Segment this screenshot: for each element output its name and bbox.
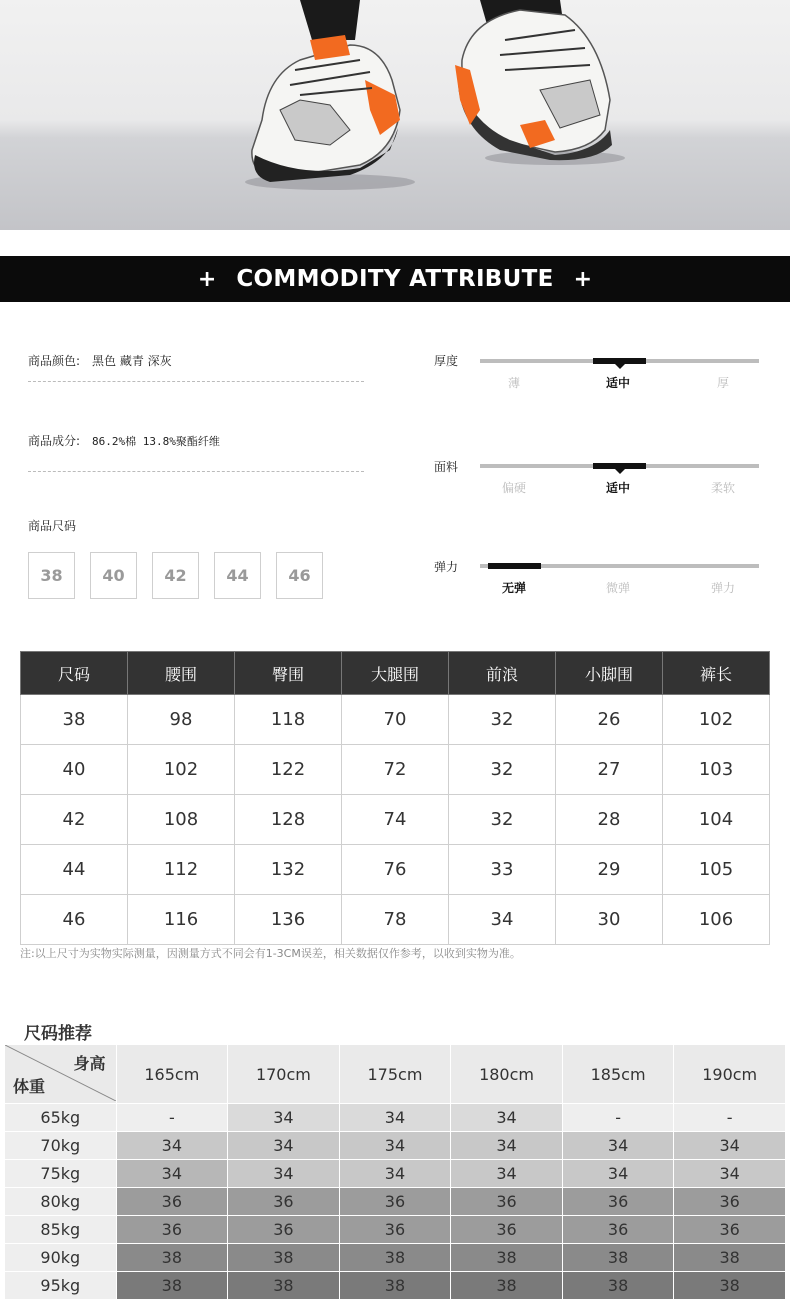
table-cell: 105 <box>663 845 770 895</box>
table-row <box>5 1188 786 1216</box>
table-cell: 42 <box>21 795 128 845</box>
thickness-option: 薄 <box>507 376 520 390</box>
table-cell: 108 <box>128 795 235 845</box>
thickness-label: 厚度 <box>434 354 459 368</box>
table-cell: 44 <box>21 845 128 895</box>
plus-icon: + <box>573 266 593 292</box>
banner-title: COMMODITY ATTRIBUTE <box>236 266 554 292</box>
height-header: 185cm <box>562 1045 674 1104</box>
fabric-option-selected: 适中 <box>605 481 630 495</box>
recommendation-cell: 36 <box>228 1216 340 1244</box>
recommendation-cell: 36 <box>228 1188 340 1216</box>
commodity-attribute-banner <box>0 256 790 302</box>
table-row <box>21 845 770 895</box>
divider <box>28 471 364 472</box>
table-cell: 122 <box>235 745 342 795</box>
recommendation-cell: 38 <box>451 1244 563 1272</box>
column-header: 裤长 <box>663 652 770 695</box>
recommendation-cell: 34 <box>674 1160 786 1188</box>
table-header-row <box>5 1045 786 1104</box>
corner-header <box>5 1045 117 1104</box>
recommendation-cell: 36 <box>562 1188 674 1216</box>
table-cell: 112 <box>128 845 235 895</box>
table-row <box>5 1104 786 1132</box>
table-cell: 78 <box>342 895 449 945</box>
recommendation-title: 尺码推荐 <box>24 1024 92 1044</box>
height-header: 170cm <box>228 1045 340 1104</box>
thickness-option-selected: 适中 <box>605 376 630 390</box>
slider-indicator <box>488 563 541 569</box>
recommendation-cell: 36 <box>674 1216 786 1244</box>
table-cell: 102 <box>128 745 235 795</box>
recommendation-cell: 34 <box>451 1132 563 1160</box>
plus-icon: + <box>197 266 217 292</box>
fabric-option: 偏硬 <box>501 481 526 495</box>
slider-pointer-icon <box>615 469 625 474</box>
elasticity-option: 弹力 <box>710 581 735 595</box>
weight-cell: 85kg <box>5 1216 117 1244</box>
size-option[interactable]: 44 <box>214 552 261 599</box>
table-cell: 32 <box>449 795 556 845</box>
recommendation-cell: 36 <box>339 1188 451 1216</box>
table-cell: 132 <box>235 845 342 895</box>
table-cell: 34 <box>449 895 556 945</box>
thickness-option: 厚 <box>716 376 729 390</box>
slider-pointer-icon <box>615 364 625 369</box>
table-cell: 30 <box>556 895 663 945</box>
table-row <box>5 1216 786 1244</box>
recommendation-cell: 38 <box>451 1272 563 1300</box>
recommendation-cell: 34 <box>339 1160 451 1188</box>
size-option[interactable]: 46 <box>276 552 323 599</box>
table-cell: 118 <box>235 695 342 745</box>
weight-cell: 95kg <box>5 1272 117 1300</box>
recommendation-cell: 34 <box>228 1132 340 1160</box>
recommendation-cell: 38 <box>116 1272 228 1300</box>
recommendation-cell: 36 <box>451 1188 563 1216</box>
table-cell: 27 <box>556 745 663 795</box>
table-cell: 116 <box>128 895 235 945</box>
recommendation-cell: 36 <box>116 1216 228 1244</box>
fabric-option: 柔软 <box>710 481 735 495</box>
recommendation-cell: - <box>116 1104 228 1132</box>
table-cell: 28 <box>556 795 663 845</box>
recommendation-cell: 34 <box>562 1160 674 1188</box>
table-header-row <box>21 652 770 695</box>
table-cell: 136 <box>235 895 342 945</box>
height-header: 165cm <box>116 1045 228 1104</box>
weight-cell: 90kg <box>5 1244 117 1272</box>
size-option[interactable]: 42 <box>152 552 199 599</box>
recommendation-cell: 34 <box>339 1132 451 1160</box>
composition-value: 86.2%棉 13.8%聚酯纤维 <box>92 435 220 448</box>
height-header: 180cm <box>451 1045 563 1104</box>
recommendation-cell: 38 <box>116 1244 228 1272</box>
size-option[interactable]: 38 <box>28 552 75 599</box>
table-row <box>5 1244 786 1272</box>
recommendation-cell: 38 <box>339 1272 451 1300</box>
divider <box>28 381 364 382</box>
table-cell: 104 <box>663 795 770 845</box>
sneakers-image <box>0 0 790 230</box>
column-header: 尺码 <box>21 652 128 695</box>
table-cell: 72 <box>342 745 449 795</box>
column-header: 大腿围 <box>342 652 449 695</box>
composition-attribute <box>28 432 220 449</box>
table-cell: 32 <box>449 745 556 795</box>
height-header: 190cm <box>674 1045 786 1104</box>
size-chart-table <box>20 651 770 945</box>
recommendation-cell: 34 <box>674 1132 786 1160</box>
recommendation-cell: 36 <box>451 1216 563 1244</box>
table-cell: 40 <box>21 745 128 795</box>
height-label: 身高 <box>73 1054 106 1073</box>
color-value: 黑色 藏青 深灰 <box>92 354 172 368</box>
weight-cell: 80kg <box>5 1188 117 1216</box>
recommendation-cell: - <box>562 1104 674 1132</box>
table-cell: 32 <box>449 695 556 745</box>
recommendation-cell: - <box>674 1104 786 1132</box>
recommendation-cell: 36 <box>674 1188 786 1216</box>
table-cell: 29 <box>556 845 663 895</box>
size-label: 商品尺码 <box>28 519 77 533</box>
recommendation-cell: 36 <box>116 1188 228 1216</box>
table-cell: 33 <box>449 845 556 895</box>
table-cell: 74 <box>342 795 449 845</box>
table-row <box>21 795 770 845</box>
table-cell: 46 <box>21 895 128 945</box>
elasticity-label: 弹力 <box>434 560 459 574</box>
thickness-slider <box>480 359 759 363</box>
recommendation-cell: 36 <box>339 1216 451 1244</box>
recommendation-cell: 38 <box>674 1272 786 1300</box>
color-attribute <box>28 352 172 369</box>
column-header: 臀围 <box>235 652 342 695</box>
size-option[interactable]: 40 <box>90 552 137 599</box>
table-cell: 70 <box>342 695 449 745</box>
weight-cell: 70kg <box>5 1132 117 1160</box>
color-label: 商品颜色: <box>28 354 81 368</box>
size-recommendation-table <box>4 1044 786 1300</box>
recommendation-cell: 38 <box>339 1244 451 1272</box>
recommendation-cell: 38 <box>562 1244 674 1272</box>
table-cell: 103 <box>663 745 770 795</box>
fabric-label: 面料 <box>434 460 459 474</box>
recommendation-cell: 34 <box>116 1132 228 1160</box>
table-row <box>5 1272 786 1300</box>
table-cell: 98 <box>128 695 235 745</box>
recommendation-cell: 34 <box>451 1104 563 1132</box>
recommendation-cell: 34 <box>228 1160 340 1188</box>
recommendation-cell: 34 <box>228 1104 340 1132</box>
recommendation-cell: 36 <box>562 1216 674 1244</box>
composition-label: 商品成分: <box>28 434 81 448</box>
table-row <box>21 745 770 795</box>
elasticity-slider <box>480 564 759 568</box>
table-cell: 106 <box>663 895 770 945</box>
table-cell: 76 <box>342 845 449 895</box>
recommendation-cell: 34 <box>339 1104 451 1132</box>
height-header: 175cm <box>339 1045 451 1104</box>
recommendation-cell: 34 <box>451 1160 563 1188</box>
measurement-note: 注:以上尺寸为实物实际测量，因测量方式不同会有1-3CM误差，相关数据仅作参考，以收到实物为准。 <box>20 947 521 960</box>
table-row <box>5 1132 786 1160</box>
table-row <box>5 1160 786 1188</box>
weight-label: 体重 <box>13 1077 46 1096</box>
recommendation-cell: 38 <box>674 1244 786 1272</box>
table-cell: 102 <box>663 695 770 745</box>
weight-cell: 65kg <box>5 1104 117 1132</box>
elasticity-option-selected: 无弹 <box>501 581 526 595</box>
table-cell: 38 <box>21 695 128 745</box>
recommendation-cell: 38 <box>228 1244 340 1272</box>
weight-cell: 75kg <box>5 1160 117 1188</box>
column-header: 小脚围 <box>556 652 663 695</box>
table-row <box>21 895 770 945</box>
fabric-slider <box>480 464 759 468</box>
recommendation-cell: 34 <box>116 1160 228 1188</box>
column-header: 腰围 <box>128 652 235 695</box>
recommendation-cell: 38 <box>562 1272 674 1300</box>
column-header: 前浪 <box>449 652 556 695</box>
table-row <box>21 695 770 745</box>
recommendation-cell: 34 <box>562 1132 674 1160</box>
elasticity-option: 微弹 <box>605 581 630 595</box>
recommendation-cell: 38 <box>228 1272 340 1300</box>
table-cell: 128 <box>235 795 342 845</box>
product-photo <box>0 0 790 230</box>
table-cell: 26 <box>556 695 663 745</box>
